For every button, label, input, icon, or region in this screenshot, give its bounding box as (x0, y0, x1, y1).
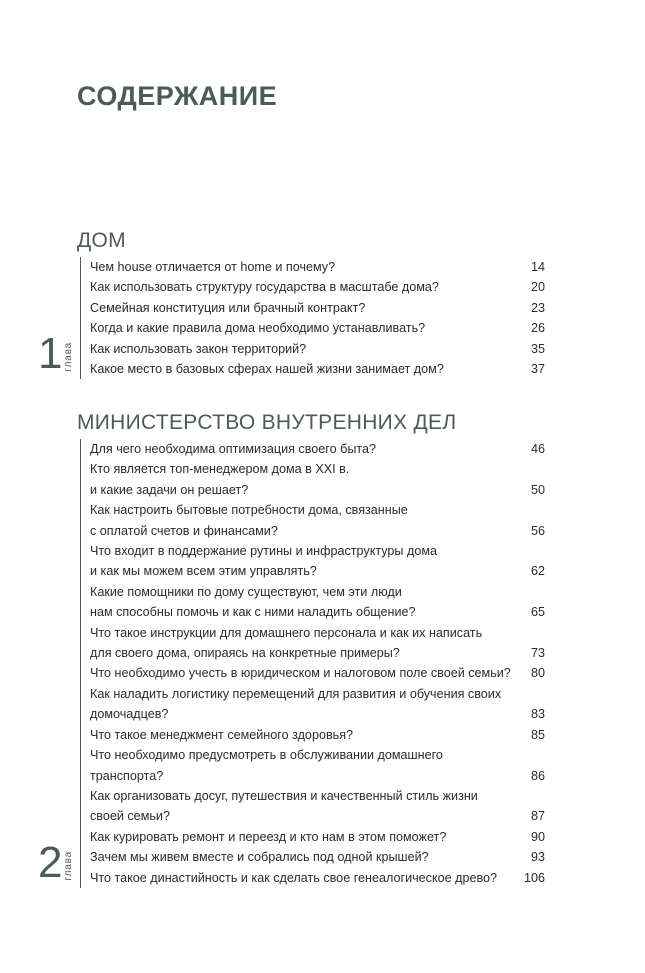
entry-text: Зачем мы живем вместе и собрались под одной крышей? (90, 850, 429, 865)
toc-entry[interactable] (81, 359, 545, 379)
toc-entry[interactable] (81, 847, 545, 867)
entry-text: Что такое менеджмент семейного здоровья? (90, 727, 354, 742)
entry-text-continued: транспорта? (90, 768, 164, 783)
toc-entry[interactable] (81, 277, 545, 297)
toc-entry[interactable] (81, 623, 545, 664)
page-number: 23 (530, 300, 545, 315)
entry-text: Чем house отличается от home и почему? (90, 260, 336, 274)
entry-text-continued: с оплатой счетов и финансами? (90, 523, 278, 538)
toc-entry[interactable] (81, 298, 545, 318)
entry-text-continued: домочадцев? (90, 707, 169, 722)
entry-text: Как использовать структуру государства в масштабе дома? (90, 280, 439, 295)
page-number: 20 (530, 280, 545, 295)
entry-text: Какие помощники по дому существуют, чем эти люди (90, 584, 402, 599)
entry-text: Что такое инструкции для домашнего персонала и как их написать (90, 625, 483, 640)
entry-text: Как использовать закон территорий? (90, 341, 307, 356)
page-number: 46 (530, 442, 545, 456)
entry-text: Какое место в базовых сферах нашей жизни занимает дом? (90, 362, 444, 377)
toc-entry[interactable] (81, 827, 545, 847)
toc-entry[interactable] (81, 582, 545, 623)
chapter-title: ДОМ (77, 229, 126, 252)
page-number: 37 (530, 362, 545, 377)
entry-text: Что необходимо учесть в юридическом и налоговом поле своей семьи? (90, 666, 511, 681)
toc-list (80, 257, 545, 379)
chapter-title: МИНИСТЕРСТВО ВНУТРЕННИХ ДЕЛ (77, 411, 457, 434)
chapter-number: 1 (38, 329, 63, 378)
entry-text: Когда и какие правила дома необходимо устанавливать? (90, 321, 426, 336)
page-number: 93 (530, 850, 545, 865)
entry-text: Как курировать ремонт и переезд и кто нам в этом поможет? (90, 829, 447, 844)
toc-entry[interactable] (81, 745, 545, 786)
entry-text-continued: и как мы можем всем этим управлять? (90, 564, 317, 579)
entry-text: Что входит в поддержание рутины и инфраструктуры дома (90, 544, 437, 559)
entry-text-continued: своей семьи? (90, 809, 170, 824)
page-title: СОДЕРЖАНИЕ (77, 81, 278, 111)
page-number: 87 (530, 809, 545, 824)
entry-text: Как наладить логистику перемещений для развития и обучения своих (90, 686, 502, 701)
chapter-2 (77, 410, 545, 888)
toc-entry[interactable] (81, 339, 545, 359)
toc-entry[interactable] (81, 257, 545, 277)
toc-entry[interactable] (81, 459, 545, 500)
entry-text: Что такое династийность и как сделать свое генеалогическое древо? (90, 870, 498, 885)
toc-entry[interactable] (81, 868, 545, 888)
chapter-word: глава (63, 342, 75, 372)
page-number: 85 (530, 727, 545, 742)
toc-list (80, 439, 545, 888)
entry-text: Для чего необходима оптимизация своего быта? (90, 442, 377, 456)
toc-entry[interactable] (81, 541, 545, 582)
page-number: 83 (530, 707, 545, 722)
page-number: 90 (530, 829, 545, 844)
page-number: 50 (530, 482, 545, 497)
chapter-number: 2 (38, 838, 63, 887)
chapter-word: глава (63, 851, 75, 881)
page-number: 106 (523, 870, 545, 885)
page-number: 80 (530, 666, 545, 681)
page-number: 62 (530, 564, 545, 579)
chapter-1 (77, 228, 545, 379)
page-number: 35 (530, 341, 545, 356)
entry-text: Как настроить бытовые потребности дома, связанные (90, 503, 408, 518)
entry-text-continued: нам способны помочь и как с ними наладить общение? (90, 605, 416, 620)
entry-text: Как организовать досуг, путешествия и качественный стиль жизни (90, 788, 478, 803)
page-number: 73 (530, 646, 545, 661)
toc-entry[interactable] (81, 684, 545, 725)
toc-entry[interactable] (81, 318, 545, 338)
chapter-marker-2 (38, 838, 75, 887)
toc-entry[interactable] (81, 439, 545, 459)
page-number: 14 (530, 260, 545, 274)
page-number: 26 (530, 321, 545, 336)
entry-text-continued: и какие задачи он решает? (90, 482, 249, 497)
toc-entry[interactable] (81, 663, 545, 683)
toc-entry[interactable] (81, 786, 545, 827)
toc-entry[interactable] (81, 500, 545, 541)
entry-text: Что необходимо предусмотреть в обслуживании домашнего (90, 748, 443, 763)
entry-text-continued: для своего дома, опираясь на конкретные примеры? (90, 646, 400, 661)
chapter-marker-1 (38, 329, 75, 378)
page-number: 86 (530, 768, 545, 783)
page-number: 56 (530, 523, 545, 538)
page-number: 65 (530, 605, 545, 620)
entry-text: Кто является топ-менеджером дома в XXI в. (90, 462, 350, 477)
entry-text: Семейная конституция или брачный контракт? (90, 300, 366, 315)
toc-entry[interactable] (81, 725, 545, 745)
